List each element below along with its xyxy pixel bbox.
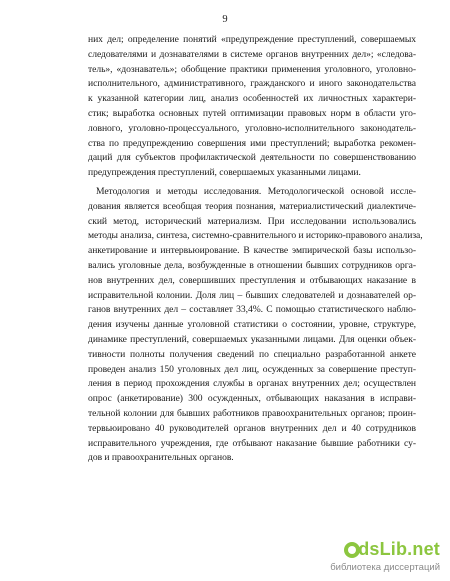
text-line: тельной колонии для бывших работников правоохранительных органов; проин-: [88, 407, 416, 419]
text-line: ский метод, исторический материализм. При исследовании использовались: [88, 215, 416, 227]
text-line: тервьюировано 40 руководителей органов внутренних дел и 40 сотрудников: [88, 422, 416, 434]
text-line: тивности полноты получения сведений по специально разработанной анкете: [88, 348, 416, 360]
text-line: дения изучены данные уголовной статистики о состоянии, уровне, структуре,: [88, 319, 416, 331]
text-line: динамике преступлений, совершаемых указанными лицами. Для оценки объек-: [88, 333, 416, 345]
text-line: исправительного учреждения, где отбывают наказание бывшие работники су-: [88, 437, 416, 449]
text-line: методы анализа, синтеза, системно-сравнительного и историко-правового анализа,: [88, 230, 423, 242]
text-line: даций для субъектов профилактической деятельности по совершенствованию: [88, 152, 416, 164]
watermark-subtitle: библиотека диссертаций: [330, 562, 440, 573]
text-line: исправительной колонии. Доля лиц – бывших следователей и дознавателей ор-: [88, 289, 416, 301]
text-line: к указанной категории лиц, анализ особенностей их личностных характери-: [88, 93, 416, 105]
text-line: вались уголовные дела, возбужденные в отношении бывших сотрудников орга-: [88, 259, 416, 271]
text-line: ганов внутренних дел – составляет 33,4%. С помощью статистического наблю-: [88, 304, 416, 316]
text-line: анкетирование и интервьюирование. В качестве эмпирической базы использо-: [88, 245, 416, 257]
text-line: них дел; определение понятий «предупреждение преступлений, совершаемых: [88, 34, 416, 45]
text-line: тель», «дознаватель»; обобщение практики применения уголовного, уголовно-: [88, 63, 416, 75]
text-line: опрос (анкетирование) 300 осужденных, отбывающих наказания в исправи-: [88, 393, 416, 405]
text-line: ства по предупреждению совершения ими преступлений; выработка рекомен-: [88, 137, 416, 149]
dslib-watermark[interactable]: [330, 539, 440, 573]
text-line: следователями и дознавателями в системе органов внутренних дел»; «следова-: [88, 48, 416, 60]
text-line: ловного, уголовно-процессуального, уголовно-исполнительного законодатель-: [88, 122, 416, 134]
text-line: стик; выработка основных путей оптимизации правовых норм в области уго-: [88, 107, 416, 119]
text-line: дов и правоохранительных органов.: [88, 452, 234, 464]
watermark-logo: dsLib.net: [358, 539, 440, 559]
page-number: 9: [222, 14, 228, 25]
text-line: исполнительного, административного, гражданского и иного законодательства: [88, 78, 416, 90]
text-line: нов внутренних дел, совершивших преступления и отбывающих наказание в: [88, 274, 416, 286]
text-line: дования является всеобщая теория познания, материалистический диалектиче-: [88, 200, 416, 212]
section-heading-line: Методология и методы исследования. Методологической основой иссле-: [96, 185, 416, 197]
body-text: [88, 33, 423, 466]
text-line: предупреждения преступлений, совершаемых указанными лицами.: [88, 167, 361, 179]
text-line: проведен анализ 150 уголовных дел лиц, осужденных за совершение преступ-: [88, 363, 416, 375]
text-line: ления в период прохождения службы в органах внутренних дел; осуществлен: [88, 378, 416, 390]
